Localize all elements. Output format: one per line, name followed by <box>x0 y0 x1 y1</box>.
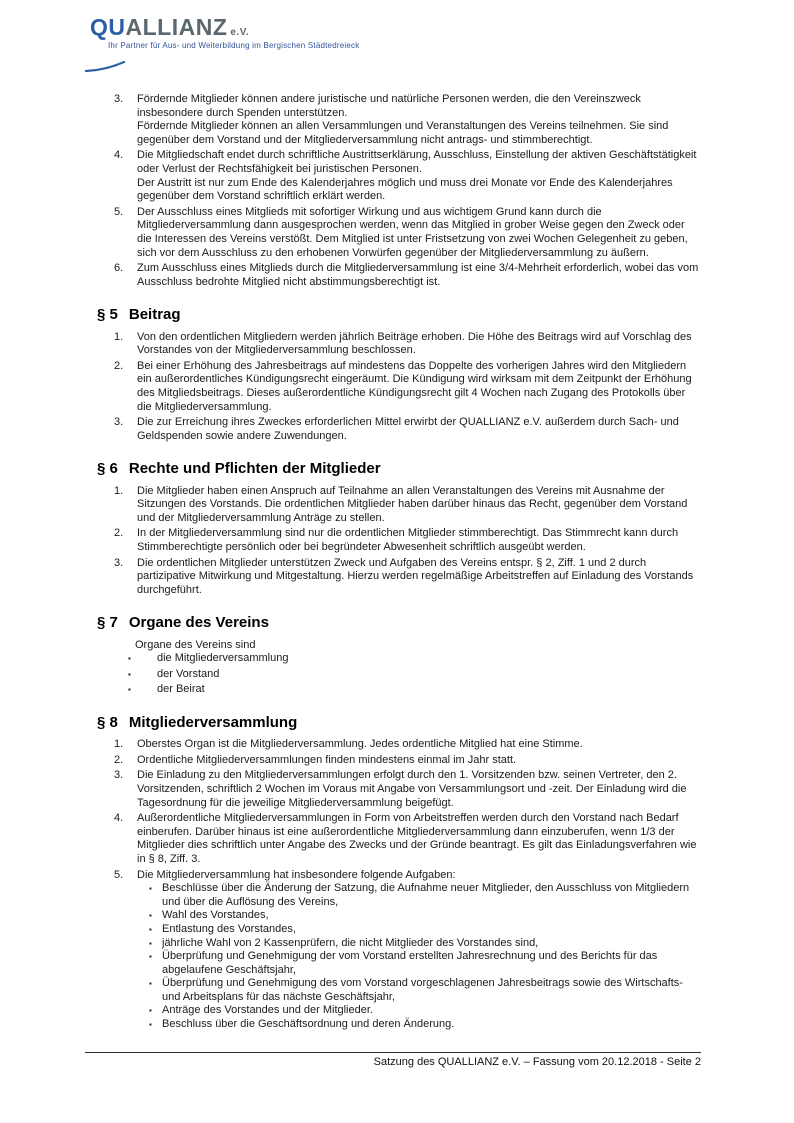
document-section <box>97 714 701 1032</box>
sub-list-item <box>137 909 701 923</box>
list-item-text <box>137 416 701 443</box>
paragraph: Überprüfung und Genehmigung des vom Vorstand vorgeschlagenen Jahresbeitrags sowie des Wirtschafts- und Arbeitsplans für das nächste Geschäftsjahr, <box>162 977 683 1003</box>
list-item <box>97 668 701 682</box>
paragraph: Fördernde Mitglieder können andere juristische und natürliche Personen werden, die den Vereinszweck insbesondere durch Spenden unterstützen. <box>137 93 641 119</box>
list-item-text <box>137 557 701 598</box>
number-marker: 3. <box>114 556 124 569</box>
sub-list-item <box>137 937 701 951</box>
paragraph: Wahl des Vorstandes, <box>162 909 269 922</box>
sub-list-item-text <box>162 1018 701 1032</box>
document-section <box>97 460 701 597</box>
list-item-text <box>137 738 701 752</box>
number-marker: 5. <box>114 205 124 218</box>
list-item <box>97 683 701 697</box>
brand-wordmark <box>90 16 359 39</box>
section-title: Organe des Vereins <box>128 614 269 632</box>
document-section <box>97 93 701 289</box>
list-item-text <box>137 206 701 260</box>
sub-list-item-text <box>162 882 701 909</box>
bullet-marker: ▪ <box>149 884 152 894</box>
list-item <box>97 93 701 147</box>
bullet-marker: ▪ <box>149 911 152 921</box>
sub-list-item-text <box>162 909 701 923</box>
list-item <box>97 769 701 810</box>
list-item-text <box>137 754 701 768</box>
paragraph: Außerordentliche Mitgliederversammlungen in Form von Arbeitstreffen werden durch den Vorstand nach Bedarf einberufen. Darüber hinaus ist eine außerordentliche Mitgliederversammlung dann einzuberufen, wenn 1/3 der Mitglieder dies schriftlich unter Angabe des Zwecks und der Gründe beantragt. Es gilt das Einladungsverfahren wie in § 8, Ziff. 3. <box>137 812 697 865</box>
number-marker: 4. <box>114 149 124 162</box>
paragraph: jährliche Wahl von 2 Kassenprüfern, die nicht Mitglieder des Vorstandes sind, <box>162 936 539 949</box>
list-item <box>97 557 701 598</box>
paragraph: Die Mitgliederversammlung hat insbesondere folgende Aufgaben: <box>137 868 456 881</box>
number-marker: 6. <box>114 262 124 275</box>
sub-list-item-text <box>162 950 701 977</box>
paragraph: Bei einer Erhöhung des Jahresbeitrags auf mindestens das Doppelte des vorherigen Jahres wird den Mitgliedern ein außerordentliches Kündigungsrecht eingeräumt. Die Kündigung wird wirksam mit dem Zeitpunkt der Erhöhung des Mitgliedsbeitrags. Dieses außerordentliche Kündigungsrecht gilt 4 Wochen nach Zugang des Protokolls über die Mitgliederversammlung. <box>137 359 692 413</box>
document-sections <box>97 93 701 1032</box>
section-title: Beitrag <box>128 306 181 324</box>
number-marker: 1. <box>114 330 124 343</box>
number-marker: 2. <box>114 753 124 766</box>
number-marker: 3. <box>114 93 124 105</box>
paragraph: Der Austritt ist nur zum Ende des Kalenderjahres möglich und muss drei Monate vor Ende des Kalenderjahres gegenüber dem Vorstand schriftlich erklärt werden. <box>137 176 673 203</box>
section-heading <box>97 614 701 631</box>
list-item <box>97 527 701 554</box>
paragraph: Die zur Erreichung ihres Zweckes erforderlichen Mittel erwirbt der QUALLIANZ e.V. außerdem durch Sach- und Geldspenden sowie andere Zuwendungen. <box>137 416 679 442</box>
paragraph: der Vorstand <box>157 667 220 680</box>
logo-swoosh-icon <box>84 38 126 72</box>
list-item <box>97 485 701 526</box>
list-item <box>97 416 701 443</box>
number-marker: 4. <box>114 812 124 825</box>
list-item <box>97 360 701 414</box>
paragraph: Die ordentlichen Mitglieder unterstützen Zweck und Aufgaben des Vereins entspr. § 2, Ziff. 1 und 2 durch partizipative Mitwirkung und Mitgestaltung. Hierzu werden regelmäßige Arbeitstreffen auf Einladung des Vorstands durchgeführt. <box>137 556 694 596</box>
bullet-marker: ▪ <box>149 1006 152 1016</box>
section-heading <box>97 460 701 477</box>
sub-list-item <box>137 1018 701 1032</box>
section-heading <box>97 714 701 731</box>
document-section <box>97 306 701 443</box>
section-number: § 7 <box>97 614 118 632</box>
list-item-text <box>137 527 701 554</box>
sub-list-item <box>137 1004 701 1018</box>
paragraph: In der Mitgliederversammlung sind nur die ordentlichen Mitglieder stimmberechtigt. Das Stimmrecht kann durch Stimmberechtigte persönlich oder bei begründeter Abwesenheit schriftlich ausgeübt werden. <box>137 527 679 553</box>
paragraph: Überprüfung und Genehmigung der vom Vorstand erstellten Jahresrechnung und des Berichts für das abgelaufene Geschäftsjahr, <box>162 950 658 976</box>
number-marker: 3. <box>114 416 124 429</box>
number-marker: 1. <box>114 738 124 751</box>
footer-text: Satzung des QUALLIANZ e.V. – Fassung vom 20.12.2018 - Seite 2 <box>373 1056 701 1068</box>
list-item <box>97 652 701 666</box>
sub-list-item-text <box>162 977 701 1004</box>
number-marker: 2. <box>114 527 124 540</box>
list-item <box>97 754 701 768</box>
list-item-text <box>137 331 701 358</box>
paragraph: Ordentliche Mitgliederversammlungen finden mindestens einmal im Jahr statt. <box>137 753 517 766</box>
bullet-marker: ▪ <box>149 938 152 948</box>
paragraph: Von den ordentlichen Mitgliedern werden jährlich Beiträge erhoben. Die Höhe des Beitrags wird auf Vorschlag des Vorstandes von der Mitgliederversammlung beschlossen. <box>137 330 692 357</box>
brand-prefix: QU <box>90 14 126 40</box>
paragraph: die Mitgliederversammlung <box>157 652 289 665</box>
list-item <box>97 812 701 866</box>
list-item <box>97 262 701 289</box>
page-footer <box>85 1052 701 1068</box>
number-marker: 3. <box>114 769 124 782</box>
logo-tagline: Ihr Partner für Aus- und Weiterbildung im Bergischen Städtedreieck <box>108 41 360 50</box>
bullet-marker: ▪ <box>149 979 152 989</box>
paragraph: Beschlüsse über die Änderung der Satzung, die Aufnahme neuer Mitglieder, den Ausschluss von Mitgliedern und über die Auflösung des Vereins, <box>162 882 690 908</box>
bullet-marker: ▪ <box>128 669 131 679</box>
paragraph: Die Mitgliedschaft endet durch schriftliche Austrittserklärung, Ausschluss, Einstellung der aktiven Geschäftstätigkeit oder Verlust der Rechtsfähigkeit bei juristischen Personen. <box>137 149 697 175</box>
list-item <box>97 206 701 260</box>
list-item <box>97 738 701 752</box>
list-item-text <box>137 769 701 810</box>
section-title: Rechte und Pflichten der Mitglieder <box>128 460 381 478</box>
section-intro: Organe des Vereins sind <box>135 638 256 651</box>
bullet-marker: ▪ <box>128 654 131 664</box>
bullet-marker: ▪ <box>149 1020 152 1030</box>
paragraph: der Beirat <box>157 683 205 696</box>
sub-list-item-text <box>162 937 701 951</box>
list-item-text <box>157 652 701 666</box>
sub-list-item <box>137 977 701 1004</box>
list-item-text <box>157 683 701 697</box>
bullet-marker: ▪ <box>149 924 152 934</box>
section-heading <box>97 306 701 323</box>
sub-list-item <box>137 950 701 977</box>
sub-list-item-text <box>162 923 701 937</box>
list-item <box>97 149 701 203</box>
list-item <box>97 331 701 358</box>
list-item-text <box>157 668 701 682</box>
list-item-text <box>137 149 701 203</box>
paragraph: Die Mitglieder haben einen Anspruch auf Teilnahme an allen Veranstaltungen des Vereins mit Ausnahme der Sitzungen des Vorstands. Die ordentlichen Mitglieder haben darüber hinaus das Recht, gegenüber dem Vorstand und der Mitgliederversammlung Anträge zu stellen. <box>137 484 688 524</box>
list-item-text <box>137 262 701 289</box>
section-number: § 5 <box>97 306 118 324</box>
list-item-text <box>137 93 701 147</box>
section-number: § 6 <box>97 460 118 478</box>
paragraph: Entlastung des Vorstandes, <box>162 922 296 935</box>
bullet-marker: ▪ <box>149 952 152 962</box>
paragraph: Oberstes Organ ist die Mitgliederversammlung. Jedes ordentliche Mitglied hat eine Stimme. <box>137 738 583 751</box>
section-number: § 8 <box>97 713 118 731</box>
paragraph: Zum Ausschluss eines Mitglieds durch die Mitgliederversammlung ist eine 3/4-Mehrheit erforderlich, wobei das vom Ausschluss bedrohte Mitglied nicht abstimmungsberechtigt ist. <box>137 262 699 288</box>
logo <box>90 16 359 50</box>
list-item-text <box>137 360 701 414</box>
number-marker: 5. <box>114 868 124 881</box>
paragraph: Beschluss über die Geschäftsordnung und deren Änderung. <box>162 1018 455 1031</box>
brand-suffix: e.V. <box>230 27 250 38</box>
sub-list-item <box>137 923 701 937</box>
document-section <box>97 614 701 697</box>
paragraph: Der Ausschluss eines Mitglieds mit sofortiger Wirkung und aus wichtigem Grund kann durch die Mitgliederversammlung dann ausgesprochen werden, wenn das Mitglied in grober Weise gegen den Zweck oder die Interessen des Vereins verstößt. Dem Mitglied ist unter Fristsetzung von zwei Wochen Gelegenheit zu geben, sich vor dem Ausschluss zu den erhobenen Vorwürfen gegenüber der Mitgliederversammlung zu äußern. <box>137 205 688 259</box>
number-marker: 2. <box>114 359 124 372</box>
list-item-text <box>137 485 701 526</box>
list-item-text <box>137 812 701 866</box>
bullet-marker: ▪ <box>128 685 131 695</box>
paragraph: Anträge des Vorstandes und der Mitglieder. <box>162 1004 373 1017</box>
paragraph: Die Einladung zu den Mitgliederversammlungen erfolgt durch den 1. Vorsitzenden bzw. seinen Vertreter, den 2. Vorsitzenden, schriftlich 2 Wochen im Voraus mit Angabe von Versammlungsort und -zeit. Der Einladung wird die Tagesordnung für die jeweilige Mitgliederversammlung beigefügt. <box>137 769 687 809</box>
paragraph: Fördernde Mitglieder können an allen Versammlungen und Veranstaltungen des Vereins teilnehmen. Sie sind gegenüber dem Vorstand und der Mitgliederversammlung nicht antrags- und stimmberechtigt. <box>137 120 669 146</box>
section-title: Mitgliederversammlung <box>128 713 298 731</box>
number-marker: 1. <box>114 484 124 497</box>
brand-rest: ALLIANZ <box>125 14 228 40</box>
list-item-text <box>137 869 701 1032</box>
sub-list-item-text <box>162 1004 701 1018</box>
list-item <box>97 869 701 1032</box>
sub-list-item <box>137 882 701 909</box>
